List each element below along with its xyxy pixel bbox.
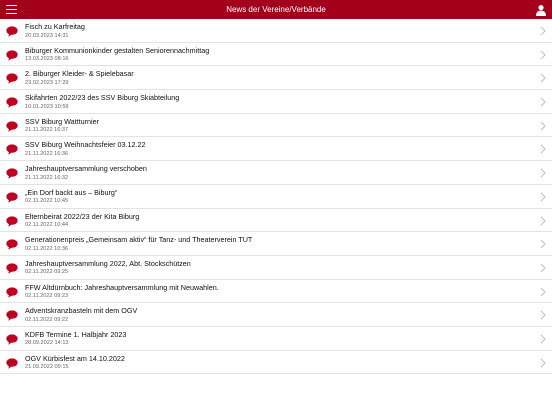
speech-bubble-icon [6,97,18,108]
list-item-title: Fisch zu Karfreitag [25,22,85,31]
list-item-date: 21.11.2022 16:32 [25,174,69,181]
list-item[interactable] [0,303,552,327]
list-item-title: 2. Biburger Kleider- & Spielebasar [25,69,134,79]
page-title: News der Vereine/Verbände [226,5,326,14]
list-item-date: 02.11.2022 10:44 [25,222,69,228]
speech-bubble-icon [6,239,18,250]
chevron-right-icon [540,121,546,131]
speech-bubble-icon [6,121,18,132]
list-item-title: Skifahrten 2022/23 des SSV Biburg Skiabteilung [25,93,180,103]
speech-bubble-icon [6,168,18,179]
chevron-right-icon [540,334,546,344]
list-item-title: Biburger Kommunionkinder gestalten Seniorennachmittag [25,45,210,55]
speech-bubble-icon [6,310,18,321]
speech-bubble-icon [6,358,18,369]
chevron-right-icon [540,310,546,320]
list-item-date: 02.11.2022 10:45 [25,198,69,205]
list-item-title: Elternbeirat 2022/23 der Kita Biburg [25,211,140,221]
speech-bubble-icon [6,192,18,203]
chevron-right-icon [540,26,546,36]
hamburger-menu-icon[interactable] [6,4,17,15]
chevron-right-icon [540,50,546,60]
list-item-date: 20.03.2023 14:31 [25,32,69,39]
list-item-date: 28.09.2022 14:13 [25,340,69,347]
list-item-date: 21.11.2022 16:36 [25,150,69,157]
chevron-right-icon [540,263,546,273]
list-item[interactable] [0,19,552,43]
speech-bubble-icon [6,50,18,61]
list-item-date: 21.11.2022 16:37 [25,127,69,134]
list-item[interactable] [0,137,552,161]
chevron-right-icon [540,216,546,226]
list-item-title: Generationenpreis „Gemeinsam aktiv“ für Tanz- und Theaterverein TUT [25,235,253,245]
list-item[interactable] [0,90,552,114]
chevron-right-icon [540,168,546,178]
list-item-date: 13.03.2023 08:16 [25,56,69,63]
list-item-title: SSV Biburg Wattturnier [25,116,100,126]
list-item-title: FFW Altdürnbuch: Jahreshauptversammlung mit Neuwahlen. [25,282,219,292]
list-item[interactable] [0,232,552,256]
list-item-date: 10.01.2023 10:59 [25,103,69,110]
list-item-title: OGV Kürbisfest am 14.10.2022 [25,353,125,363]
list-item[interactable] [0,185,552,209]
list-item[interactable] [0,209,552,233]
list-item-date: 21.09.2022 09:15 [25,364,69,371]
speech-bubble-icon [6,216,18,227]
list-item[interactable] [0,161,552,185]
list-item-date: 02.11.2022 09:23 [25,293,69,300]
speech-bubble-icon [6,334,18,345]
top-bar [0,0,552,19]
list-item-title: SSV Biburg Weihnachtsfeier 03.12.22 [25,140,146,150]
list-item[interactable] [0,351,552,375]
speech-bubble-icon [6,263,18,274]
list-item[interactable] [0,66,552,90]
chevron-right-icon [540,192,546,202]
speech-bubble-icon [6,287,18,298]
chevron-right-icon [540,73,546,83]
list-item[interactable] [0,256,552,280]
list-item-date: 02.11.2022 10:36 [25,245,69,252]
list-item-date: 02.11.2022 09:22 [25,316,69,323]
list-item-title: Adventskranzbasteln mit dem OGV [25,306,138,316]
list-item-title: Jahreshauptversammlung verschoben [25,164,147,174]
list-item-title: Jahreshauptversammlung 2022, Abt. Stockschützen [25,258,191,268]
list-item[interactable] [0,114,552,138]
list-item-date: 02.11.2022 09:25 [25,269,69,276]
speech-bubble-icon [6,144,18,155]
chevron-right-icon [540,358,546,368]
chevron-right-icon [540,239,546,249]
list-item-date: 23.02.2023 17:29 [25,79,69,86]
list-item[interactable] [0,327,552,351]
user-icon[interactable] [535,3,547,15]
chevron-right-icon [540,144,546,154]
list-item[interactable] [0,280,552,304]
list-item[interactable] [0,43,552,67]
speech-bubble-icon [6,26,18,37]
list-item-title: KDFB Termine 1. Halbjahr 2023 [25,329,127,339]
chevron-right-icon [540,287,546,297]
chevron-right-icon [540,97,546,107]
speech-bubble-icon [6,73,18,84]
list-item-title: „Ein Dorf backt aus – Biburg“ [25,187,118,197]
news-list [0,19,552,374]
